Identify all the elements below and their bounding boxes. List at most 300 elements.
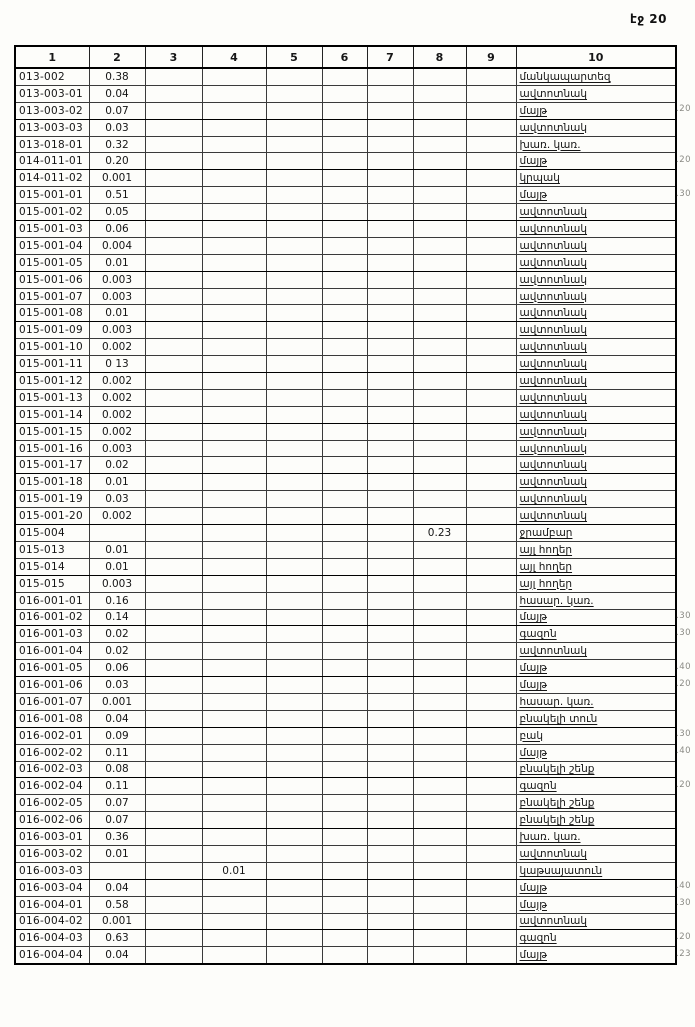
cell-land-use-name: բնակելի տուն [516, 710, 676, 727]
cell-col6 [322, 845, 367, 862]
cell-area-col4 [202, 271, 266, 288]
table-row [15, 68, 676, 85]
cell-col3 [145, 187, 202, 204]
cell-code: 015-001-15 [15, 423, 89, 440]
table-row [15, 136, 676, 153]
cell-col9 [466, 237, 516, 254]
cell-col7 [367, 85, 413, 102]
cell-area-col2: 0.51 [89, 187, 145, 204]
cell-col6 [322, 744, 367, 761]
table-row [15, 153, 676, 170]
cell-col7 [367, 575, 413, 592]
cell-col3 [145, 575, 202, 592]
cell-col7 [367, 288, 413, 305]
cell-area-col8 [413, 170, 466, 187]
table-row [15, 221, 676, 238]
cell-code: 015-001-03 [15, 221, 89, 238]
cell-code: 013-003-02 [15, 102, 89, 119]
cell-code: 013-018-01 [15, 136, 89, 153]
cell-col5 [266, 710, 322, 727]
table-row [15, 795, 676, 812]
cell-area-col8 [413, 812, 466, 829]
cell-area-col8 [413, 660, 466, 677]
cell-col5 [266, 508, 322, 525]
cell-area-col4 [202, 592, 266, 609]
cell-land-use-name: ջրամբար [516, 525, 676, 542]
cell-col9 [466, 558, 516, 575]
cell-code: 015-001-12 [15, 373, 89, 390]
table-row [15, 829, 676, 846]
cell-code: 016-002-04 [15, 778, 89, 795]
cell-col5 [266, 930, 322, 947]
cell-area-col4: 0.01 [202, 862, 266, 879]
cell-col5 [266, 288, 322, 305]
table-row [15, 85, 676, 102]
cell-col3 [145, 305, 202, 322]
cell-col6 [322, 187, 367, 204]
cell-land-use-name: ավտոտնակ [516, 221, 676, 238]
table-row [15, 254, 676, 271]
cell-col6 [322, 761, 367, 778]
cell-col9 [466, 525, 516, 542]
cell-code: 015-001-17 [15, 457, 89, 474]
cell-area-col4 [202, 305, 266, 322]
cell-col9 [466, 136, 516, 153]
cell-col6 [322, 626, 367, 643]
cell-area-col4 [202, 406, 266, 423]
cell-col7 [367, 525, 413, 542]
cell-area-col2: 0.04 [89, 710, 145, 727]
cell-code: 015-001-04 [15, 237, 89, 254]
cell-col9 [466, 474, 516, 491]
cell-col7 [367, 170, 413, 187]
margin-pencil-mark: .30 [676, 189, 692, 199]
cell-area-col4 [202, 795, 266, 812]
cell-col7 [367, 812, 413, 829]
table-row [15, 305, 676, 322]
cell-col7 [367, 609, 413, 626]
table-row [15, 474, 676, 491]
cell-land-use-name: ավտոտնակ [516, 271, 676, 288]
margin-pencil-mark: .30 [676, 729, 692, 739]
cell-area-col4 [202, 204, 266, 221]
cell-col5 [266, 68, 322, 85]
cell-col6 [322, 136, 367, 153]
cell-code: 016-001-08 [15, 710, 89, 727]
cell-col6 [322, 221, 367, 238]
cell-col6 [322, 457, 367, 474]
cell-col3 [145, 626, 202, 643]
cell-area-col4 [202, 744, 266, 761]
table-row [15, 947, 676, 964]
cell-area-col8 [413, 491, 466, 508]
cell-code: 016-001-01 [15, 592, 89, 609]
cell-area-col4 [202, 643, 266, 660]
cell-col9 [466, 423, 516, 440]
cell-area-col2: 0.004 [89, 237, 145, 254]
cell-code: 016-001-06 [15, 677, 89, 694]
cell-area-col2: 0.03 [89, 677, 145, 694]
cell-col5 [266, 592, 322, 609]
table-row [15, 491, 676, 508]
cell-col5 [266, 829, 322, 846]
cell-col9 [466, 322, 516, 339]
cell-area-col4 [202, 879, 266, 896]
cell-col5 [266, 373, 322, 390]
cell-area-col4 [202, 102, 266, 119]
cell-area-col8 [413, 85, 466, 102]
cell-col5 [266, 947, 322, 964]
cell-col9 [466, 389, 516, 406]
cell-col9 [466, 457, 516, 474]
cell-code: 015-001-10 [15, 339, 89, 356]
table-row [15, 812, 676, 829]
cell-col6 [322, 879, 367, 896]
cell-area-col8 [413, 153, 466, 170]
cell-col5 [266, 913, 322, 930]
cell-area-col8 [413, 389, 466, 406]
cell-area-col4 [202, 474, 266, 491]
cell-land-use-name: ավտոտնակ [516, 643, 676, 660]
cell-col6 [322, 913, 367, 930]
cell-area-col4 [202, 119, 266, 136]
margin-pencil-mark: .40 [676, 746, 692, 756]
cell-land-use-name: հասար. կառ. [516, 693, 676, 710]
cell-col6 [322, 102, 367, 119]
margin-pencil-mark: .30 [676, 628, 692, 638]
cell-area-col8 [413, 795, 466, 812]
page-number-label: էջ 20 [629, 12, 667, 26]
cell-area-col2: 0.07 [89, 102, 145, 119]
cell-col5 [266, 440, 322, 457]
table-body [15, 68, 676, 964]
cell-land-use-name: ավտոտնակ [516, 254, 676, 271]
cell-col3 [145, 896, 202, 913]
cell-col9 [466, 879, 516, 896]
margin-pencil-mark: .20 [676, 932, 692, 942]
cell-code: 013-003-01 [15, 85, 89, 102]
cell-col3 [145, 829, 202, 846]
cell-area-col8 [413, 508, 466, 525]
cell-col9 [466, 221, 516, 238]
column-header-8: 8 [413, 46, 466, 68]
table-row [15, 389, 676, 406]
cell-area-col4 [202, 508, 266, 525]
cell-area-col4 [202, 389, 266, 406]
cell-col7 [367, 187, 413, 204]
cell-land-use-name: ավտոտնակ [516, 305, 676, 322]
cell-col6 [322, 660, 367, 677]
cell-col9 [466, 677, 516, 694]
cell-area-col4 [202, 930, 266, 947]
cell-col9 [466, 744, 516, 761]
cell-land-use-name: բնակելի շենք [516, 795, 676, 812]
cell-col7 [367, 491, 413, 508]
cell-area-col4 [202, 68, 266, 85]
cell-area-col2: 0.63 [89, 930, 145, 947]
cell-col6 [322, 677, 367, 694]
cell-code: 013-003-03 [15, 119, 89, 136]
cell-col6 [322, 795, 367, 812]
table-row [15, 896, 676, 913]
cell-code: 016-002-02 [15, 744, 89, 761]
cell-col5 [266, 237, 322, 254]
cell-area-col8 [413, 457, 466, 474]
cell-area-col4 [202, 845, 266, 862]
cell-area-col8 [413, 592, 466, 609]
cell-col3 [145, 778, 202, 795]
cell-col6 [322, 440, 367, 457]
cell-col5 [266, 896, 322, 913]
table-row [15, 440, 676, 457]
table-row [15, 609, 676, 626]
cell-area-col2 [89, 862, 145, 879]
cell-area-col4 [202, 356, 266, 373]
cell-col9 [466, 254, 516, 271]
cell-col6 [322, 271, 367, 288]
cell-col9 [466, 170, 516, 187]
table-row [15, 727, 676, 744]
cell-land-use-name: մայթ [516, 102, 676, 119]
cell-area-col2: 0.001 [89, 170, 145, 187]
cell-code: 016-003-04 [15, 879, 89, 896]
table-row [15, 102, 676, 119]
cell-col9 [466, 541, 516, 558]
cell-col3 [145, 119, 202, 136]
column-header-7: 7 [367, 46, 413, 68]
cell-col6 [322, 423, 367, 440]
cell-land-use-name: մայթ [516, 153, 676, 170]
cell-area-col4 [202, 221, 266, 238]
cell-col3 [145, 322, 202, 339]
margin-pencil-mark: .23 [676, 949, 692, 959]
cell-col7 [367, 643, 413, 660]
cell-area-col2: 0.09 [89, 727, 145, 744]
cell-code: 016-001-05 [15, 660, 89, 677]
cell-land-use-name: ավտոտնակ [516, 913, 676, 930]
cell-col5 [266, 119, 322, 136]
cell-area-col8 [413, 221, 466, 238]
cell-col5 [266, 254, 322, 271]
cell-col9 [466, 119, 516, 136]
cell-col6 [322, 322, 367, 339]
cell-area-col4 [202, 237, 266, 254]
table-row [15, 356, 676, 373]
cell-land-use-name: ավտոտնակ [516, 237, 676, 254]
cell-col6 [322, 693, 367, 710]
cell-area-col8 [413, 322, 466, 339]
cell-col7 [367, 626, 413, 643]
cell-area-col2: 0.06 [89, 221, 145, 238]
cell-col7 [367, 406, 413, 423]
cell-col3 [145, 558, 202, 575]
column-header-3: 3 [145, 46, 202, 68]
cell-area-col4 [202, 153, 266, 170]
cell-code: 016-002-01 [15, 727, 89, 744]
cell-col7 [367, 913, 413, 930]
cell-col9 [466, 102, 516, 119]
cell-col6 [322, 609, 367, 626]
cell-area-col2: 0.36 [89, 829, 145, 846]
cell-col5 [266, 778, 322, 795]
cell-col7 [367, 119, 413, 136]
cell-land-use-name: մայթ [516, 660, 676, 677]
cell-col3 [145, 693, 202, 710]
cell-area-col8 [413, 947, 466, 964]
cell-col7 [367, 373, 413, 390]
cell-land-use-name: մանկապարտեզ [516, 68, 676, 85]
cell-col9 [466, 592, 516, 609]
cell-col3 [145, 389, 202, 406]
cell-col6 [322, 339, 367, 356]
cell-area-col2: 0.02 [89, 457, 145, 474]
margin-pencil-mark: .20 [676, 679, 692, 689]
cell-area-col8 [413, 845, 466, 862]
cell-col9 [466, 947, 516, 964]
cell-land-use-name: կաթսայատուն [516, 862, 676, 879]
cell-area-col8 [413, 119, 466, 136]
cell-land-use-name: գազոն [516, 930, 676, 947]
cell-land-use-name: կրպակ [516, 170, 676, 187]
cell-col3 [145, 930, 202, 947]
cell-code: 016-002-03 [15, 761, 89, 778]
cell-land-use-name: ավտոտնակ [516, 457, 676, 474]
table-row [15, 508, 676, 525]
cell-area-col8 [413, 558, 466, 575]
cell-area-col8 [413, 575, 466, 592]
table-row [15, 119, 676, 136]
cell-code: 015-001-18 [15, 474, 89, 491]
cell-col5 [266, 558, 322, 575]
cell-col7 [367, 322, 413, 339]
cell-col7 [367, 710, 413, 727]
cell-area-col2: 0.14 [89, 609, 145, 626]
cell-land-use-name: այլ հողեր [516, 541, 676, 558]
cell-land-use-name: ավտոտնակ [516, 474, 676, 491]
cell-area-col2: 0.003 [89, 322, 145, 339]
cell-area-col2: 0.07 [89, 812, 145, 829]
cell-area-col4 [202, 541, 266, 558]
cell-col7 [367, 879, 413, 896]
cell-area-col8 [413, 474, 466, 491]
cell-land-use-name: գազոն [516, 626, 676, 643]
cell-land-use-name: ավտոտնակ [516, 845, 676, 862]
cell-col5 [266, 204, 322, 221]
table-row [15, 525, 676, 542]
cell-col6 [322, 170, 367, 187]
cell-col9 [466, 710, 516, 727]
cell-col3 [145, 170, 202, 187]
cell-area-col2: 0.04 [89, 879, 145, 896]
cell-col6 [322, 406, 367, 423]
cell-col6 [322, 592, 367, 609]
cell-col7 [367, 136, 413, 153]
cell-col9 [466, 845, 516, 862]
cell-area-col4 [202, 558, 266, 575]
cell-col6 [322, 525, 367, 542]
cell-land-use-name: մայթ [516, 187, 676, 204]
cell-col9 [466, 778, 516, 795]
cell-area-col8 [413, 305, 466, 322]
cell-col9 [466, 575, 516, 592]
cell-col3 [145, 271, 202, 288]
cell-code: 015-015 [15, 575, 89, 592]
table-row [15, 271, 676, 288]
cell-land-use-name: ավտոտնակ [516, 119, 676, 136]
cell-code: 015-001-08 [15, 305, 89, 322]
cell-col3 [145, 744, 202, 761]
table-row [15, 913, 676, 930]
cell-col7 [367, 237, 413, 254]
cell-area-col2: 0.07 [89, 795, 145, 812]
cell-land-use-name: բնակելի շենք [516, 761, 676, 778]
cell-col3 [145, 879, 202, 896]
cell-area-col2: 0.01 [89, 254, 145, 271]
table-row [15, 626, 676, 643]
cell-code: 013-002 [15, 68, 89, 85]
cell-col7 [367, 660, 413, 677]
table-row [15, 204, 676, 221]
cell-col6 [322, 896, 367, 913]
table-row [15, 339, 676, 356]
cell-code: 016-001-03 [15, 626, 89, 643]
table-row [15, 541, 676, 558]
cell-col6 [322, 119, 367, 136]
cell-code: 016-002-05 [15, 795, 89, 812]
cell-col6 [322, 643, 367, 660]
cell-col5 [266, 744, 322, 761]
cell-area-col8 [413, 373, 466, 390]
cell-area-col8 [413, 288, 466, 305]
cell-col5 [266, 609, 322, 626]
cell-col7 [367, 254, 413, 271]
table-row [15, 575, 676, 592]
table-row [15, 170, 676, 187]
cell-area-col8 [413, 541, 466, 558]
cell-col6 [322, 491, 367, 508]
cell-col6 [322, 710, 367, 727]
cell-col7 [367, 474, 413, 491]
cell-area-col2: 0.32 [89, 136, 145, 153]
cell-area-col8 [413, 677, 466, 694]
cell-col6 [322, 575, 367, 592]
cell-col5 [266, 693, 322, 710]
cell-col3 [145, 85, 202, 102]
cell-code: 015-001-13 [15, 389, 89, 406]
cell-col5 [266, 541, 322, 558]
cell-col3 [145, 136, 202, 153]
cell-col3 [145, 474, 202, 491]
cell-col9 [466, 727, 516, 744]
cell-area-col4 [202, 322, 266, 339]
column-header-2: 2 [89, 46, 145, 68]
cell-area-col8 [413, 406, 466, 423]
cell-col6 [322, 778, 367, 795]
cell-area-col4 [202, 170, 266, 187]
table-row [15, 744, 676, 761]
cell-land-use-name: այլ հողեր [516, 558, 676, 575]
cell-col3 [145, 457, 202, 474]
cell-col7 [367, 508, 413, 525]
cell-area-col8 [413, 896, 466, 913]
cell-area-col4 [202, 136, 266, 153]
cell-code: 016-001-02 [15, 609, 89, 626]
cell-col6 [322, 237, 367, 254]
cell-land-use-name: մայթ [516, 677, 676, 694]
cell-col9 [466, 660, 516, 677]
cell-area-col4 [202, 254, 266, 271]
column-header-6: 6 [322, 46, 367, 68]
